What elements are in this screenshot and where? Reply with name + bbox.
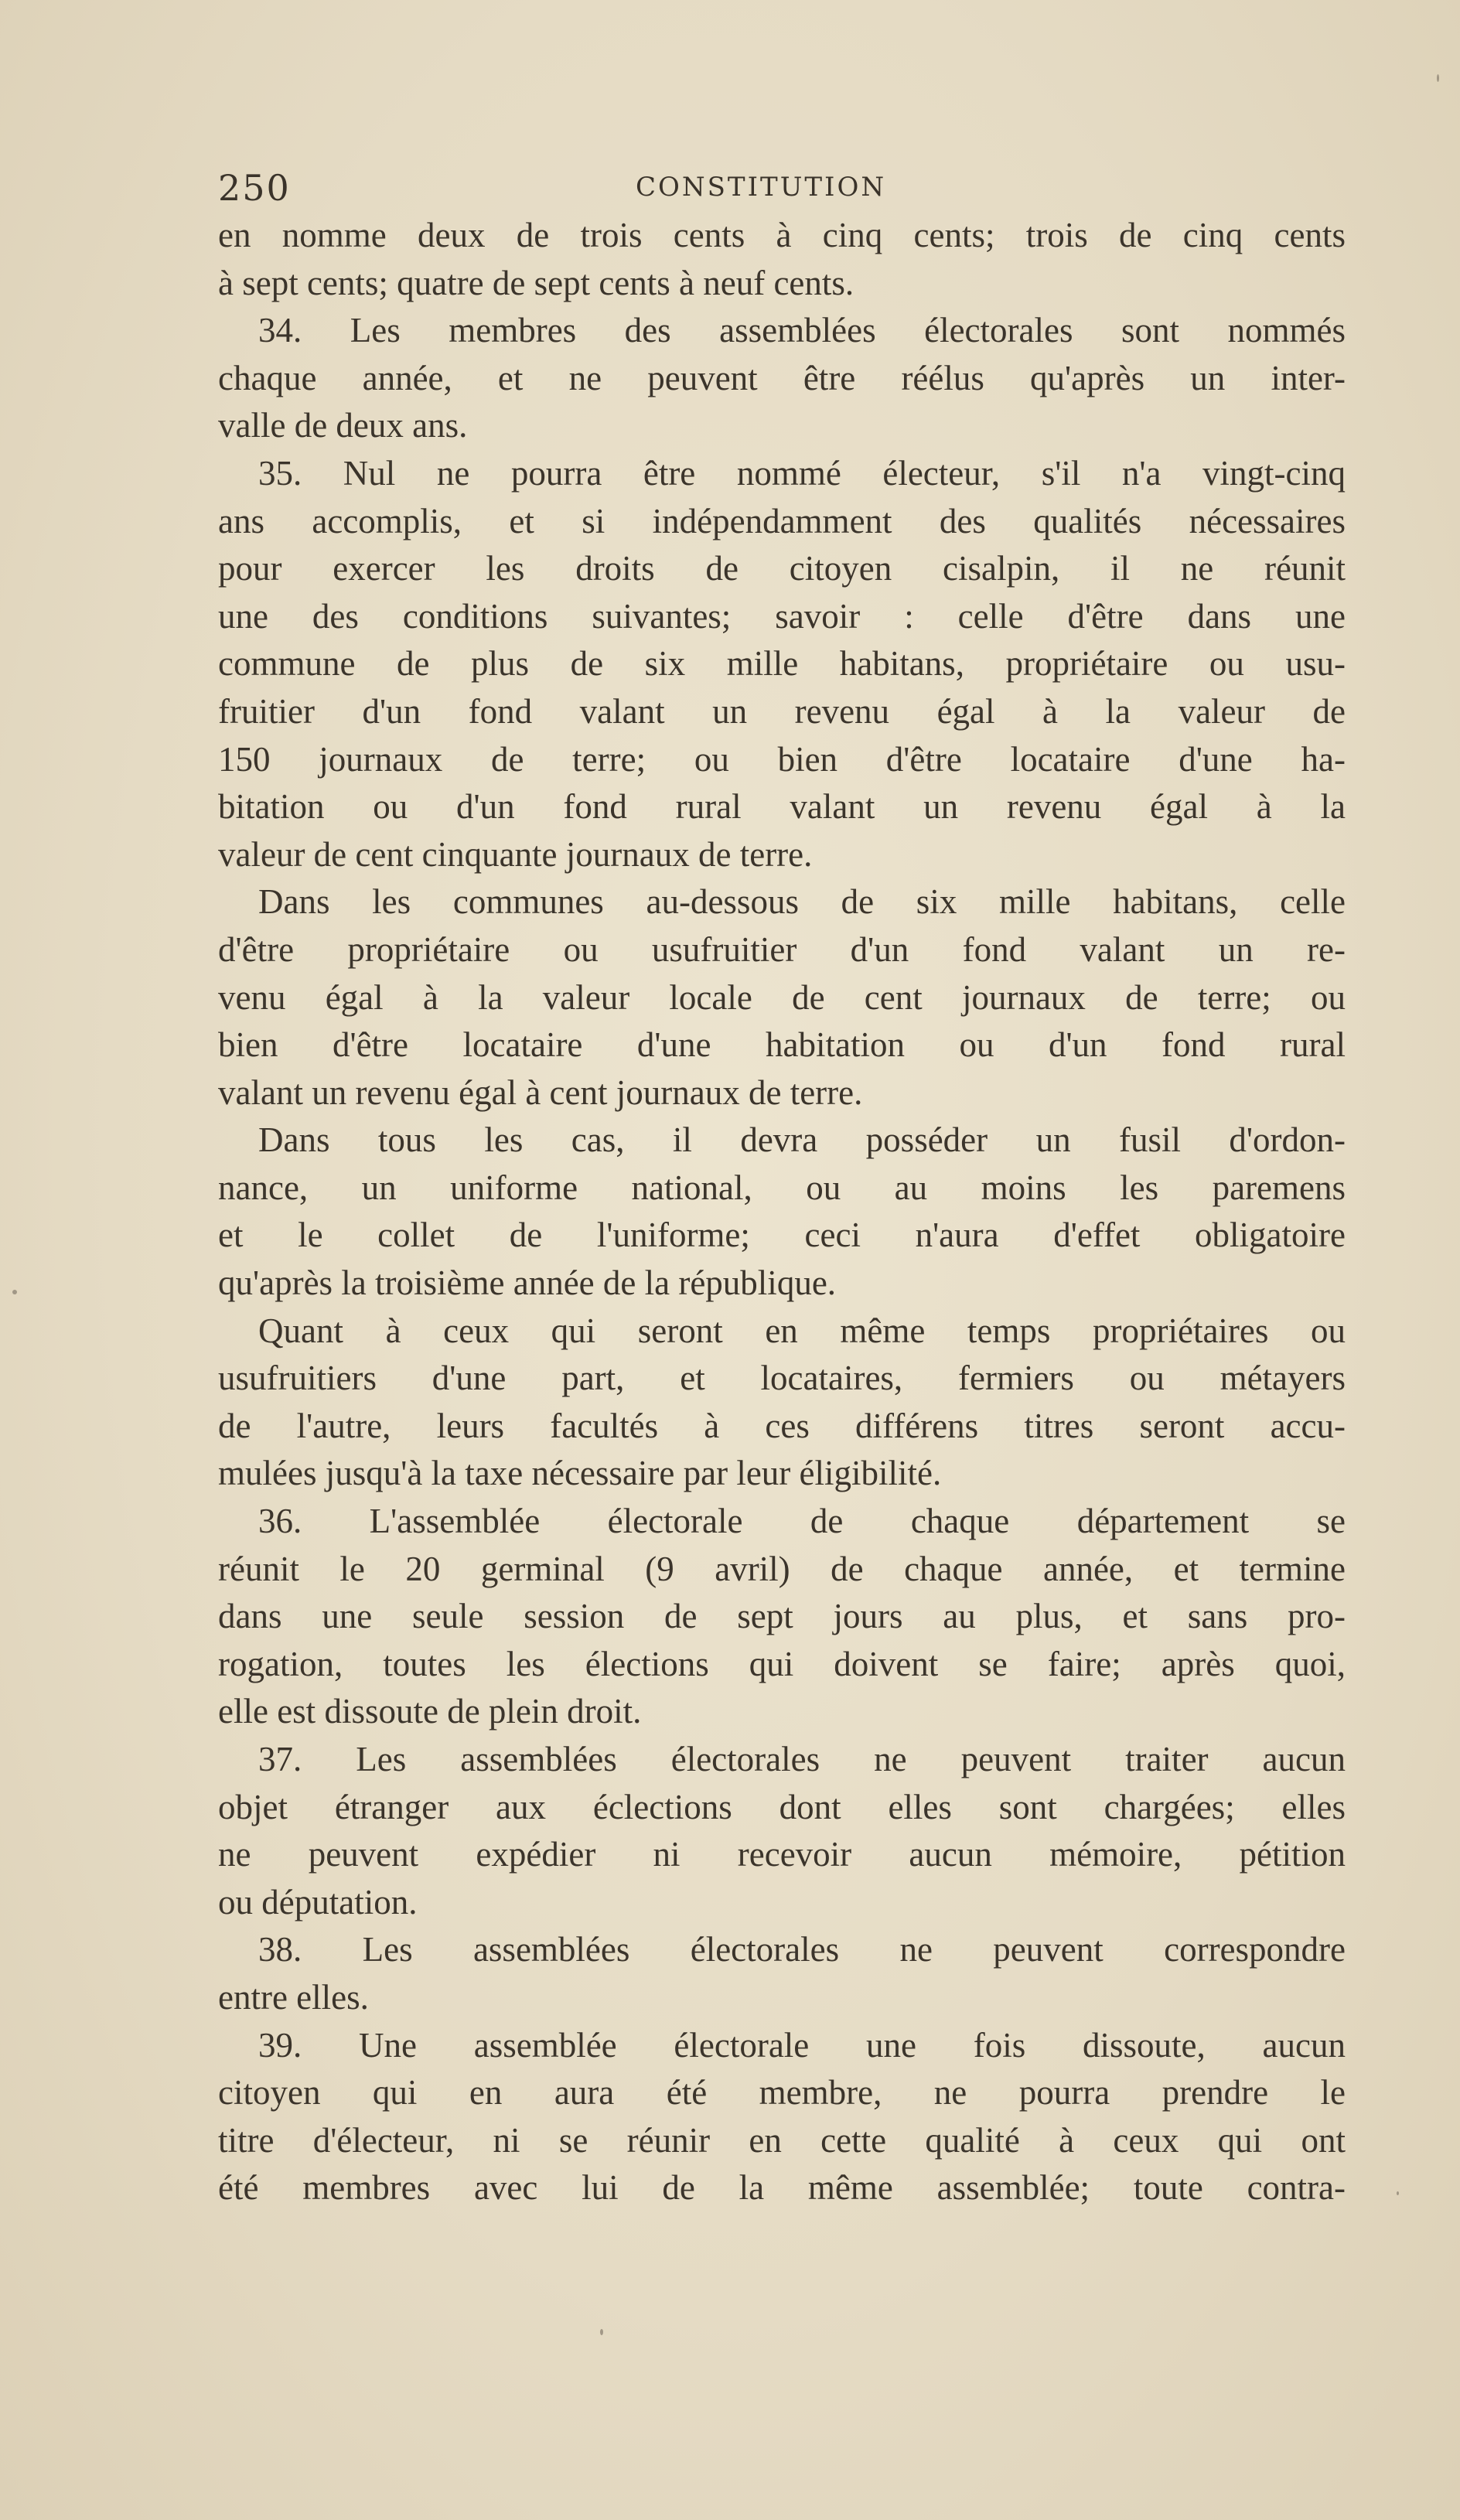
text-line: pour exercer les droits de citoyen cisalpin, il ne réunit <box>218 549 1346 588</box>
text-line: chaque année, et ne peuvent être réélus qu'après un inter- <box>218 358 1346 397</box>
text-line: ou députation. <box>218 1882 418 1922</box>
text-line: et le collet de l'uniforme; ceci n'aura d'effet obligatoire <box>218 1216 1346 1255</box>
body-text <box>218 212 1346 2212</box>
text-line: bitation ou d'un fond rural valant un revenu égal à la <box>218 787 1346 827</box>
page-number: 250 <box>218 167 291 209</box>
text-line: 38. Les assemblées électorales ne peuvent correspondre <box>258 1930 1346 1969</box>
text-line: valant un revenu égal à cent journaux de terre. <box>218 1072 863 1112</box>
text-line: valle de deux ans. <box>218 406 468 445</box>
text-line: 36. L'assemblée électorale de chaque département se <box>258 1502 1346 1541</box>
text-line: ans accomplis, et si indépendamment des qualités nécessaires <box>218 501 1346 540</box>
text-line: de l'autre, leurs facultés à ces différens titres seront accu- <box>218 1406 1346 1445</box>
text-line: réunit le 20 germinal (9 avril) de chaque année, et termine <box>218 1549 1346 1588</box>
text-line: fruitier d'un fond valant un revenu égal à la valeur de <box>218 691 1346 731</box>
text-line: 37. Les assemblées électorales ne peuvent traiter aucun <box>258 1740 1346 1778</box>
text-line: ne peuvent expédier ni recevoir aucun mémoire, pétition <box>218 1835 1346 1874</box>
paper-speck <box>12 1290 17 1294</box>
text-line: d'être propriétaire ou usufruitier d'un fond valant un re- <box>218 929 1346 969</box>
paper-speck <box>600 2329 603 2335</box>
text-line: été membres avec lui de la même assemblée; toute contra- <box>218 2168 1346 2208</box>
text-line: usufruitiers d'une part, et locataires, fermiers ou métayers <box>218 1359 1346 1398</box>
text-line: dans une seule session de sept jours au plus, et sans pro- <box>218 1597 1346 1636</box>
running-head: CONSTITUTION <box>636 172 887 203</box>
text-line: titre d'électeur, ni se réunir en cette qualité à ceux qui ont <box>218 2120 1346 2160</box>
text-line: nance, un uniforme national, ou au moins les paremens <box>218 1168 1346 1207</box>
text-line: valeur de cent cinquante journaux de terre. <box>218 834 813 874</box>
text-line: rogation, toutes les élections qui doivent se faire; après quoi, <box>218 1644 1346 1683</box>
text-line: une des conditions suivantes; savoir : celle d'être dans une <box>218 596 1346 636</box>
text-line: 34. Les membres des assemblées électorales sont nommés <box>258 311 1346 350</box>
text-line: objet étranger aux éclections dont elles sont chargées; elles <box>218 1787 1346 1826</box>
text-line: entre elles. <box>218 1977 369 2017</box>
page-header <box>218 167 1378 213</box>
text-line: en nomme deux de trois cents à cinq cents; trois de cinq cents <box>218 216 1346 254</box>
text-line: elle est dissoute de plein droit. <box>218 1692 642 1731</box>
text-line: Dans les communes au-dessous de six mille habitans, celle <box>258 882 1346 922</box>
paper-speck <box>1397 2191 1399 2195</box>
text-line: Quant à ceux qui seront en même temps propriétaires ou <box>258 1311 1346 1350</box>
text-line: bien d'être locataire d'une habitation ou d'un fond rural <box>218 1025 1346 1065</box>
text-line: citoyen qui en aura été membre, ne pourra prendre le <box>218 2073 1346 2113</box>
text-line: mulées jusqu'à la taxe nécessaire par leur éligibilité. <box>218 1454 942 1493</box>
text-line: Dans tous les cas, il devra posséder un fusil d'ordon- <box>258 1120 1346 1160</box>
text-line: qu'après la troisième année de la république. <box>218 1263 837 1303</box>
text-line: à sept cents; quatre de sept cents à neuf cents. <box>218 263 855 302</box>
text-line: commune de plus de six mille habitans, propriétaire ou usu- <box>218 644 1346 684</box>
text-line: 35. Nul ne pourra être nommé électeur, s'il n'a vingt-cinq <box>258 453 1346 493</box>
text-line: 150 journaux de terre; ou bien d'être locataire d'une ha- <box>218 739 1346 779</box>
text-line: 39. Une assemblée électorale une fois dissoute, aucun <box>258 2025 1346 2065</box>
paper-speck <box>1437 74 1439 82</box>
text-line: venu égal à la valeur locale de cent journaux de terre; ou <box>218 977 1346 1017</box>
